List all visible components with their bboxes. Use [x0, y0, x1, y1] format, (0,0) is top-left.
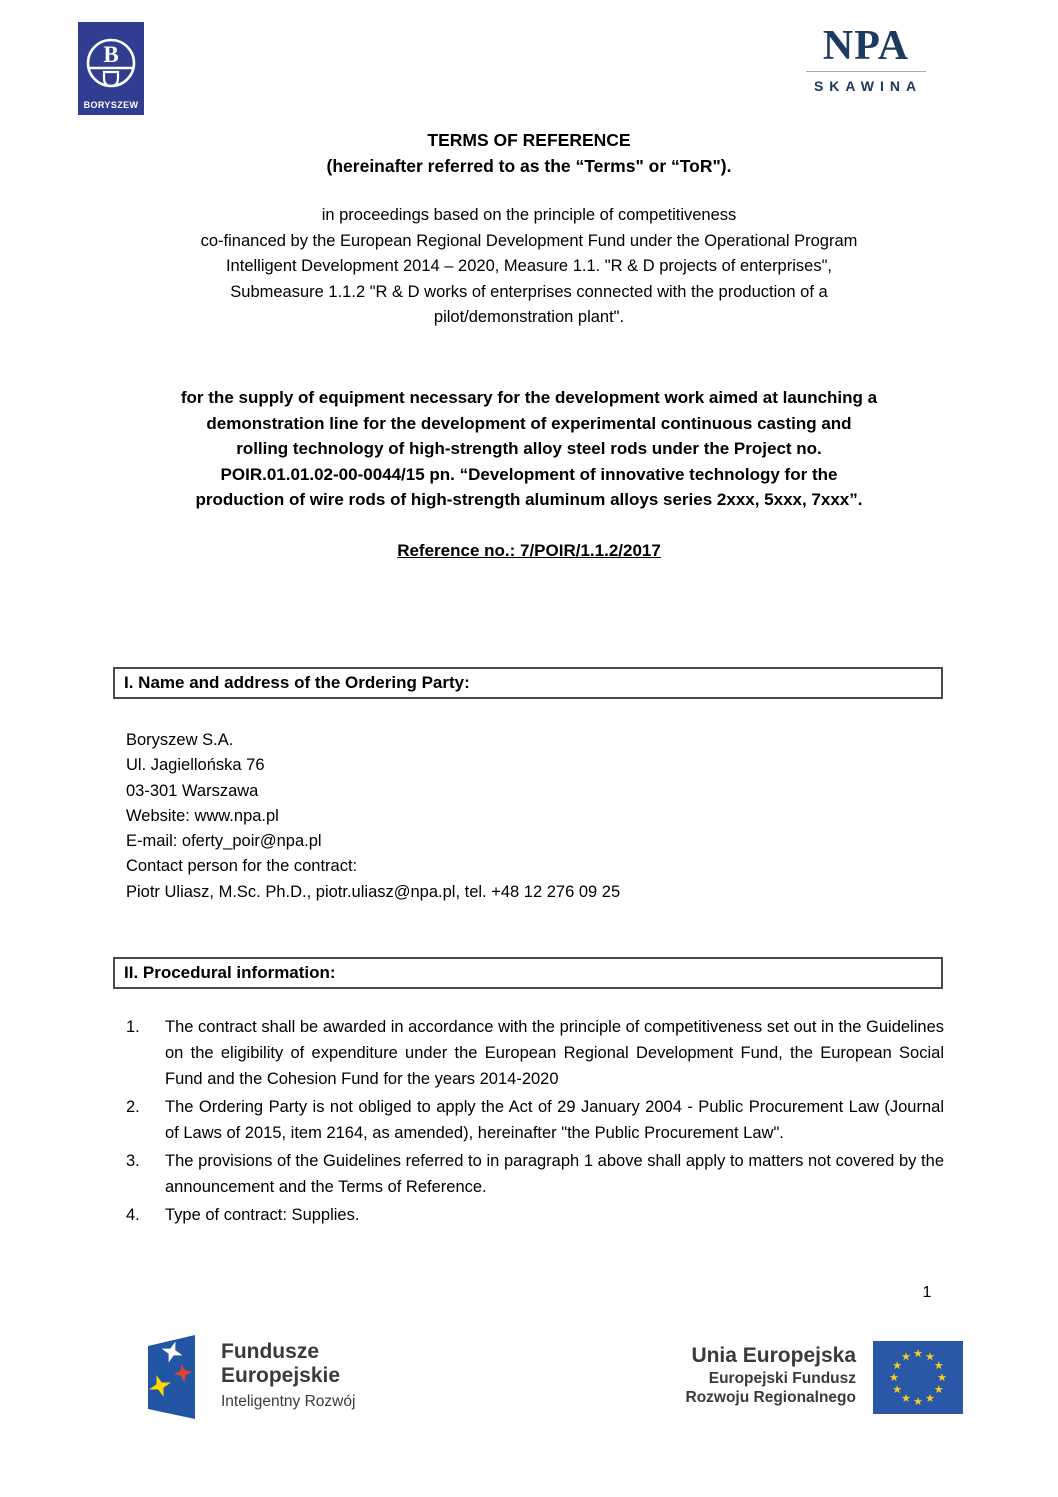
procedural-list — [126, 1014, 944, 1230]
list-item — [126, 1148, 944, 1200]
intro-line: co-financed by the European Regional Development Fund under the Operational Program — [200, 231, 858, 250]
list-item-number: 2. — [126, 1098, 140, 1116]
fundusze-flag-icon — [139, 1331, 203, 1426]
eu-flag-icon — [873, 1341, 963, 1414]
boryszew-logo-icon — [78, 22, 144, 115]
fundusze-europejskie-logo — [139, 1331, 355, 1426]
document-title — [0, 127, 1058, 179]
subject-line: rolling technology of high-strength alloy steel rods under the Project no. — [236, 439, 822, 458]
page-number: 1 — [922, 1284, 932, 1301]
subject-paragraph — [0, 385, 1058, 513]
eu-line-3: Rozwoju Regionalnego — [685, 1389, 856, 1406]
eu-line-1: Unia Europejska — [691, 1344, 856, 1367]
intro-line: Intelligent Development 2014 – 2020, Measure 1.1. "R & D projects of enterprises", — [225, 257, 833, 275]
section1-heading-text: I. Name and address of the Ordering Party: — [124, 673, 470, 692]
boryszew-letter: B — [103, 42, 119, 67]
eu-text-block — [686, 1341, 857, 1407]
section2-heading-text: II. Procedural information: — [124, 963, 336, 982]
list-item-text: The provisions of the Guidelines referred to in paragraph 1 above shall apply to matters not covered by the announcement and the Terms of Reference. — [165, 1152, 944, 1196]
list-item-text: The Ordering Party is not obliged to apply the Act of 29 January 2004 - Public Procurement Law (Journal of Laws of 2015, item 2164, as amended), hereinafter "the Public Procurement Law". — [165, 1098, 944, 1142]
npa-wordmark: NPA — [822, 23, 910, 69]
reference-number: Reference no.: 7/POIR/1.1.2/2017 — [397, 541, 661, 560]
list-item-text: Type of contract: Supplies. — [165, 1206, 360, 1224]
address-line-email: E-mail: oferty_poir@npa.pl — [126, 832, 322, 851]
npa-divider-line — [806, 71, 926, 72]
title-line-2: (hereinafter referred to as the “Terms" or “ToR"). — [326, 156, 732, 176]
list-item — [126, 1094, 944, 1146]
intro-paragraph — [0, 203, 1058, 331]
intro-line: pilot/demonstration plant". — [433, 308, 625, 326]
address-line-city: 03-301 Warszawa — [126, 781, 259, 800]
npa-city-label: SKAWINA — [813, 78, 923, 94]
fundusze-line-1: Fundusze — [221, 1340, 319, 1363]
list-item-number: 4. — [126, 1206, 140, 1224]
subject-line: production of wire rods of high-strength aluminum alloys series 2xxx, 5xxx, 7xxx”. — [195, 490, 863, 509]
fundusze-line-2: Europejskie — [221, 1364, 341, 1387]
boryszew-wordmark: BORYSZEW — [83, 100, 139, 110]
ordering-party-address — [126, 728, 620, 905]
section-heading-procedural-info — [113, 957, 943, 989]
address-line-company: Boryszew S.A. — [126, 731, 234, 749]
fundusze-text-block — [221, 1331, 355, 1411]
address-line-contact-person: Piotr Uliasz, M.Sc. Ph.D., piotr.uliasz@npa.pl, tel. +48 12 276 09 25 — [126, 882, 621, 901]
fundusze-line-3: Inteligentny Rozwój — [221, 1393, 356, 1410]
eu-line-2: Europejski Fundusz — [708, 1370, 856, 1387]
intro-line: in proceedings based on the principle of competitiveness — [321, 206, 737, 224]
subject-line: demonstration line for the development of experimental continuous casting and — [206, 413, 852, 433]
section-heading-ordering-party — [113, 667, 943, 699]
list-item-text: The contract shall be awarded in accordance with the principle of competitiveness set out in the Guidelines on the eligibility of expenditure under the European Regional Development Fund, the European Social Fund and the Cohesion Fund for the years 2014-2020 — [165, 1018, 944, 1088]
boryszew-logo — [78, 22, 144, 115]
subject-line: POIR.01.01.02-00-0044/15 pn. “Development of innovative technology for the — [220, 464, 838, 484]
unia-europejska-logo — [686, 1341, 964, 1414]
list-item-number: 1. — [126, 1018, 140, 1036]
npa-skawina-logo — [806, 24, 926, 94]
list-item-number: 3. — [126, 1152, 140, 1170]
address-line-website: Website: www.npa.pl — [126, 806, 279, 825]
list-item — [126, 1202, 944, 1228]
address-line-street: Ul. Jagiellońska 76 — [126, 756, 265, 775]
intro-line: Submeasure 1.1.2 "R & D works of enterprises connected with the production of a — [230, 282, 828, 301]
title-line-1: TERMS OF REFERENCE — [427, 130, 631, 150]
subject-line: for the supply of equipment necessary for the development work aimed at launching a — [180, 388, 878, 407]
address-line-contact-label: Contact person for the contract: — [126, 857, 358, 876]
list-item — [126, 1014, 944, 1092]
